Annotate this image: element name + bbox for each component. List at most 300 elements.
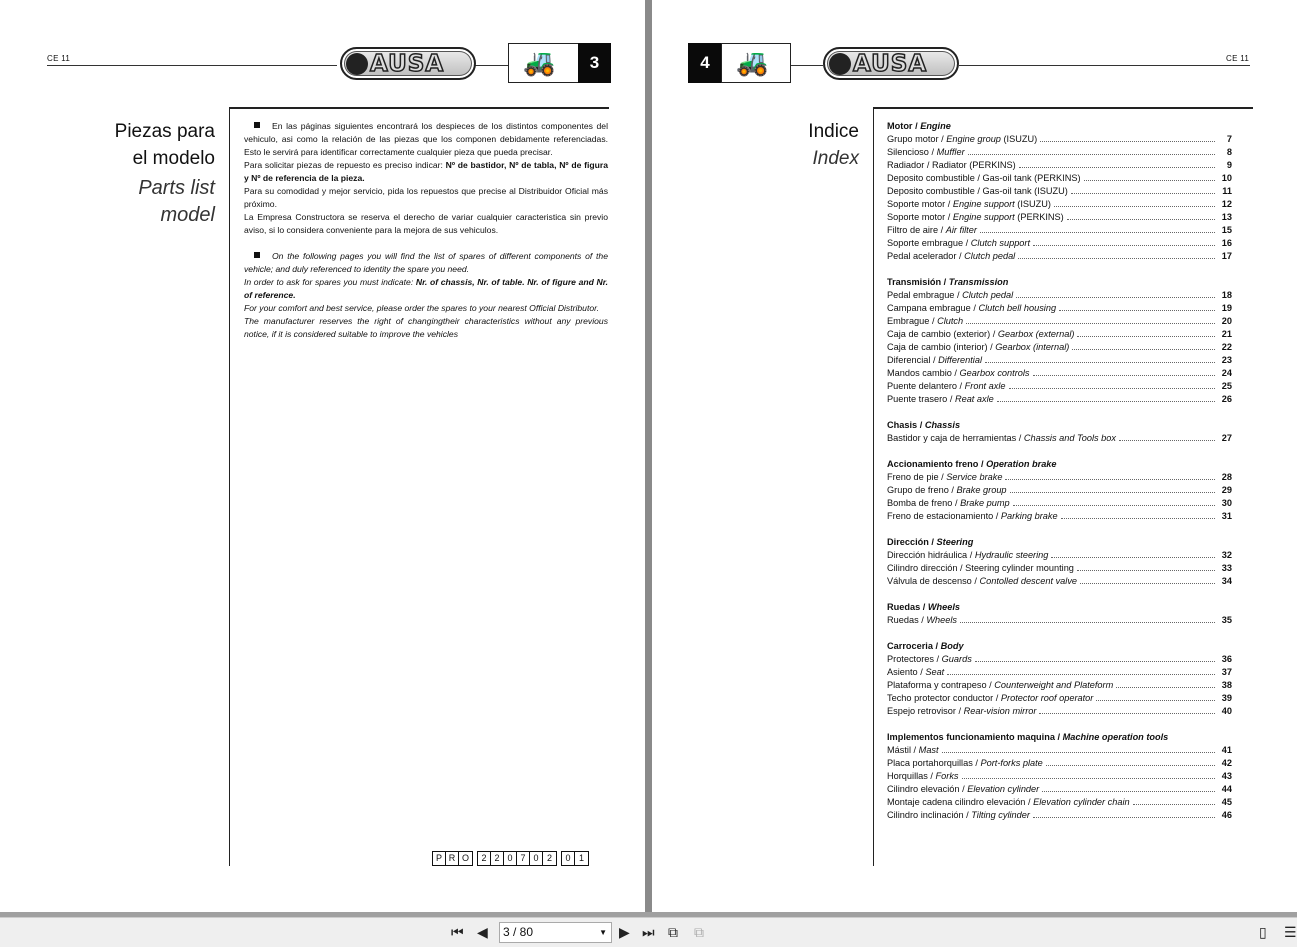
index-entry[interactable] [887,562,1232,575]
dot-leader [1071,186,1215,194]
header-rule [475,65,509,66]
entry-page: 16 [1221,238,1232,248]
entry-page: 10 [1221,173,1232,183]
entry-label: Campana embrague / Clutch bell housing [887,303,1057,313]
entry-es: Cilindro elevación [887,784,960,794]
title-en: Index [812,148,859,169]
section-title-es: Carroceria [887,641,933,651]
entry-en: Radiator (PERKINS) [931,160,1016,170]
entry-page: 19 [1221,303,1232,313]
entry-en: Counterweight and Plateform [994,680,1114,690]
code-char: 0 [562,852,575,865]
ausa-logo: AUSA [823,47,959,80]
section-title-es: Chasis [887,420,918,430]
entry-page: 18 [1221,290,1232,300]
index-entry[interactable] [887,289,1232,302]
entry-page: 17 [1221,251,1232,261]
title-en-line2: model [160,204,215,226]
header-rule [959,65,1250,66]
entry-en: Chassis and Tools box [1023,433,1116,443]
page-selector[interactable] [499,922,612,943]
index-entry[interactable] [887,744,1232,757]
page-number: 4 [688,43,722,83]
index-entry[interactable] [887,497,1232,510]
dot-leader [1051,550,1215,558]
entry-es: Techo protector conductor [887,693,994,703]
next-page-icon[interactable]: ▶ [619,924,630,940]
entry-en: Reat axle [954,394,994,404]
index-entry[interactable] [887,705,1232,718]
entry-es: Puente delantero [887,381,957,391]
chevron-down-icon: ▼ [599,928,607,937]
entry-es: Caja de cambio (exterior) [887,329,991,339]
entry-es: Bastidor y caja de herramientas [887,433,1017,443]
entry-label: Freno de estacionamiento / Parking brake [887,511,1058,521]
entry-en: Mast [918,745,939,755]
dot-leader [1077,563,1215,571]
index-entry[interactable] [887,653,1232,666]
entry-es: Deposito combustible [887,173,975,183]
index-entry[interactable] [887,484,1232,497]
entry-en: Clutch support [970,238,1031,248]
code-char: R [446,852,459,865]
entry-page: 21 [1221,329,1232,339]
first-page-icon[interactable]: ⏮ [451,924,464,940]
entry-es: Filtro de aire [887,225,939,235]
page-number: 3 [578,43,611,83]
en-paragraph: On the following pages you will find the list of spares of different components of the vehicle; and duly referenced to identity the spare you need. [244,251,608,274]
entry-page: 23 [1221,355,1232,365]
dot-leader [1067,212,1215,220]
entry-page: 7 [1226,134,1232,144]
dot-leader [947,667,1215,675]
index-entry[interactable] [887,315,1232,328]
es-paragraph-bold: Nº de bastidor, Nº de tabla, Nº de figura y Nº de referencia de la pieza. [244,160,608,183]
doc-code: CE 11 [47,54,71,63]
entry-es: Pedal embrague [887,290,955,300]
index-section-heading: Dirección / Steering [887,537,974,547]
section-title-es: Motor [887,121,913,131]
code-char: P [433,852,446,865]
dot-leader [1019,160,1215,168]
entry-label: Mástil / Mast [887,745,939,755]
dot-leader [1033,238,1215,246]
entry-label: Soporte embrague / Clutch support [887,238,1031,248]
title-es-line1: Piezas para [114,121,215,142]
es-paragraph: La Empresa Constructora se reserva el derecho de variar cualquier caracteristica sin previo aviso, si lo considera conveniente para la mejora de sus vehiculos. [244,212,608,235]
entry-es: Grupo motor [887,134,939,144]
entry-page: 36 [1221,654,1232,664]
back-view-icon[interactable]: ⧉ [668,924,678,940]
entry-es: Pedal acelerador [887,251,957,261]
entry-page: 30 [1221,498,1232,508]
entry-page: 35 [1221,615,1232,625]
entry-en: Wheels [926,615,957,625]
code-char: 0 [530,852,543,865]
entry-label: Cilindro inclinación / Tilting cylinder [887,810,1030,820]
code-group [432,851,473,866]
entry-es: Deposito combustible [887,186,975,196]
entry-en: Steering cylinder mounting [965,563,1074,573]
entry-es: Embrague [887,316,930,326]
index-entry[interactable] [887,250,1232,263]
index-entry[interactable] [887,159,1232,172]
page-title [115,118,215,229]
entry-es: Freno de pie [887,472,939,482]
entry-label: Espejo retrovisor / Rear-vision mirror [887,706,1037,716]
entry-en: Brake group [956,485,1007,495]
column-rule [229,108,230,866]
dot-leader [1033,368,1216,376]
entry-en: Contolled descent valve [979,576,1078,586]
entry-es: Montaje cadena cilindro elevación [887,797,1026,807]
entry-page: 37 [1221,667,1232,677]
entry-en: Engine support [952,199,1015,209]
page-title [808,118,859,172]
entry-label: Deposito combustible / Gas-oil tank (PERKINS) [887,173,1081,183]
index-section-heading: Transmisión / Transmission [887,277,1009,287]
index-entry[interactable] [887,224,1232,237]
entry-page: 25 [1221,381,1232,391]
index-entry[interactable] [887,211,1232,224]
index-entry[interactable] [887,328,1232,341]
index-entry[interactable] [887,367,1232,380]
index-entry[interactable] [887,198,1232,211]
entry-en: Port-forks plate [980,758,1043,768]
ausa-logo: AUSA [340,47,476,80]
code-char: 7 [517,852,530,865]
dot-leader [985,355,1215,363]
intro-text [244,120,608,341]
dot-leader [1009,381,1215,389]
entry-en: Gas-oil tank (ISUZU) [982,186,1068,196]
viewer-toolbar [0,917,1297,947]
entry-label: Dirección hidráulica / Hydraulic steering [887,550,1049,560]
entry-page: 40 [1221,706,1232,716]
single-page-view-icon[interactable]: ▯ [1259,924,1267,940]
entry-extra: (ISUZU) [1014,199,1051,209]
entry-en: Forks [935,771,959,781]
index-entry[interactable] [887,185,1232,198]
section-title-en: Body [940,641,964,651]
entry-label: Embrague / Clutch [887,316,964,326]
top-rule [229,107,609,109]
entry-page: 28 [1221,472,1232,482]
entry-en: Clutch pedal [962,290,1014,300]
top-rule [873,107,1253,109]
code-char: O [461,853,469,863]
entry-en: Clutch [937,316,964,326]
dot-leader [980,225,1215,233]
dot-leader [942,745,1215,753]
dot-leader [1016,290,1215,298]
entry-es: Asiento [887,667,918,677]
header-rule [791,65,823,66]
code-char: 2 [491,852,504,865]
index-list [887,120,1232,822]
index-section-heading: Motor / Engine [887,121,951,131]
entry-label: Soporte motor / Engine support (PERKINS) [887,212,1064,222]
entry-en: Gas-oil tank (PERKINS) [982,173,1081,183]
entry-page: 38 [1221,680,1232,690]
entry-label: Placa portahorquillas / Port-forks plate [887,758,1043,768]
entry-label: Filtro de aire / Air filter [887,225,977,235]
entry-page: 29 [1221,485,1232,495]
entry-label: Bomba de freno / Brake pump [887,498,1010,508]
entry-es: Válvula de descenso [887,576,972,586]
index-entry[interactable] [887,146,1232,159]
entry-en: Elevation cylinder [967,784,1040,794]
dot-leader [1042,784,1215,792]
entry-label: Protectores / Guards [887,654,972,664]
dot-leader [960,615,1215,623]
code-char: 2 [546,853,552,863]
entry-page: 9 [1226,160,1232,170]
entry-label: Silencioso / Muffler [887,147,965,157]
es-paragraph: En las páginas siguientes encontrará los despieces de los distintos componentes del vehiculo, asi como la relación de las piezas que los componen debidamente referenciadas. Esto le servirá para identificar correctamente cualquier pieza que pueda precisar. [244,121,608,157]
entry-en: Gearbox (external) [997,329,1075,339]
dot-leader [1072,342,1215,350]
entry-es: Grupo de freno [887,485,949,495]
entry-page: 31 [1221,511,1232,521]
entry-page: 41 [1221,745,1232,755]
entry-label: Radiador / Radiator (PERKINS) [887,160,1016,170]
entry-page: 32 [1221,550,1232,560]
index-entry[interactable] [887,432,1232,445]
section-title-en: Chassis [924,420,961,430]
bullet-square-icon [254,122,260,128]
code-group [561,851,589,866]
entry-label: Techo protector conductor / Protector roof operator [887,693,1094,703]
index-entry[interactable] [887,770,1232,783]
code-char: 0 [504,852,517,865]
index-entry[interactable] [887,237,1232,250]
entry-en: Service brake [946,472,1003,482]
entry-page: 44 [1221,784,1232,794]
page-divider [645,0,652,912]
entry-page: 8 [1226,147,1232,157]
header-rule [47,65,337,66]
dot-leader [962,771,1216,779]
index-entry[interactable] [887,380,1232,393]
entry-es: Mástil [887,745,911,755]
index-entry[interactable] [887,393,1232,406]
entry-label: Montaje cadena cilindro elevación / Elevation cylinder chain [887,797,1130,807]
index-entry[interactable] [887,172,1232,185]
index-section-heading: Carroceria / Body [887,641,964,651]
entry-label: Caja de cambio (interior) / Gearbox (internal) [887,342,1070,352]
dot-leader [1046,758,1215,766]
entry-en: Front axle [964,381,1006,391]
entry-label: Deposito combustible / Gas-oil tank (ISUZU) [887,186,1068,196]
index-entry[interactable] [887,666,1232,679]
entry-label: Plataforma y contrapeso / Counterweight and Plateform [887,680,1114,690]
entry-label: Grupo de freno / Brake group [887,485,1007,495]
entry-label: Puente delantero / Front axle [887,381,1006,391]
es-paragraph: Para solicitar piezas de repuesto es preciso indicar: [244,160,446,170]
en-paragraph: For your comfort and best service, please order the spares to your nearest Official Distributor. [244,303,600,313]
index-entry[interactable] [887,692,1232,705]
entry-es: Soporte embrague [887,238,964,248]
index-section-heading: Implementos funcionamiento maquina / Machine operation tools [887,732,1169,742]
dot-leader [975,654,1215,662]
dot-leader [1119,433,1215,441]
column-rule [873,108,874,866]
entry-page: 24 [1221,368,1232,378]
forklift-icon: 🚜 [508,43,580,83]
entry-page: 46 [1221,810,1232,820]
entry-es: Dirección hidráulica [887,550,968,560]
entry-es: Diferencial [887,355,931,365]
forklift-icon: 🚜 [721,43,791,83]
entry-label: Mandos cambio / Gearbox controls [887,368,1030,378]
index-entry[interactable] [887,510,1232,523]
index-entry[interactable] [887,302,1232,315]
dot-leader [968,147,1215,155]
entry-label: Horquillas / Forks [887,771,959,781]
entry-es: Espejo retrovisor [887,706,956,716]
entry-es: Plataforma y contrapeso [887,680,987,690]
entry-page: 22 [1221,342,1232,352]
entry-label: Pedal acelerador / Clutch pedal [887,251,1016,261]
title-es-line2: el modelo [132,148,215,169]
entry-es: Horquillas [887,771,928,781]
forward-view-icon[interactable]: ⧉ [694,924,704,940]
entry-en: Air filter [945,225,977,235]
entry-es: Bomba de freno [887,498,953,508]
entry-es: Silencioso [887,147,929,157]
entry-page: 13 [1221,212,1232,222]
entry-label: Bastidor y caja de herramientas / Chassis and Tools box [887,433,1116,443]
entry-label: Soporte motor / Engine support (ISUZU) [887,199,1051,209]
entry-page: 27 [1221,433,1232,443]
entry-en: Muffler [936,147,965,157]
en-paragraph: The manufacturer reserves the right of changingtheir characteristics without any previous notice, if it is considered suitable to improve the vehicles [244,316,608,339]
en-paragraph: In order to ask for spares you must indicate: [244,277,416,287]
index-entry[interactable] [887,796,1232,809]
section-title-en: Steering [936,537,974,547]
entry-page: 12 [1221,199,1232,209]
entry-en: Elevation cylinder chain [1033,797,1130,807]
index-section-heading: Chasis / Chassis [887,420,961,430]
entry-es: Soporte motor [887,212,946,222]
entry-label: Ruedas / Wheels [887,615,957,625]
index-entry[interactable] [887,614,1232,627]
entry-extra: (PERKINS) [1014,212,1064,222]
section-title-en: Machine operation tools [1062,732,1169,742]
entry-label: Freno de pie / Service brake [887,472,1003,482]
entry-es: Caja de cambio (interior) [887,342,988,352]
title-en-line1: Parts list [138,177,215,199]
previous-page-icon[interactable]: ◀ [477,924,488,940]
dot-leader [997,394,1215,402]
entry-page: 15 [1221,225,1232,235]
entry-en: Differential [938,355,982,365]
entry-es: Mandos cambio [887,368,952,378]
entry-page: 39 [1221,693,1232,703]
code-char: 1 [578,853,584,863]
dot-leader [1005,472,1215,480]
es-paragraph: Para su comodidad y mejor servicio, pida los repuestos que precise al Distribuidor Oficial más próximo. [244,186,608,209]
index-entry[interactable] [887,471,1232,484]
dot-leader [1084,173,1215,181]
dot-leader [1040,134,1215,142]
entry-es: Protectores [887,654,934,664]
dot-leader [1018,251,1215,259]
entry-es: Placa portahorquillas [887,758,973,768]
section-title-es: Ruedas [887,602,921,612]
index-entry[interactable] [887,549,1232,562]
dot-leader [1013,498,1215,506]
entry-page: 43 [1221,771,1232,781]
entry-label: Caja de cambio (exterior) / Gearbox (external) [887,329,1075,339]
page-indicator: 3 / 80 [503,925,534,939]
entry-label: Diferencial / Differential [887,355,982,365]
dot-leader [1133,797,1215,805]
index-entry[interactable] [887,133,1232,146]
section-title-es: Transmisión [887,277,942,287]
index-entry[interactable] [887,809,1232,822]
dot-leader [1116,680,1215,688]
code-group [477,851,557,866]
entry-page: 33 [1221,563,1232,573]
en-paragraph-bold: Nr. of chassis, Nr. of table. Nr. of figure and Nr. of reference. [244,277,608,300]
entry-en: Clutch bell housing [978,303,1057,313]
dot-leader [1096,693,1215,701]
index-entry[interactable] [887,757,1232,770]
entry-label: Pedal embrague / Clutch pedal [887,290,1014,300]
dot-leader [1077,329,1215,337]
dot-leader [966,316,1215,324]
entry-label: Grupo motor / Engine group (ISUZU) [887,134,1038,144]
entry-en: Hydraulic steering [974,550,1049,560]
bullet-square-icon [254,252,260,258]
index-entry[interactable] [887,679,1232,692]
entry-es: Soporte motor [887,199,946,209]
entry-es: Cilindro dirección [887,563,958,573]
index-section-heading: Ruedas / Wheels [887,602,961,612]
dot-leader [1059,303,1215,311]
entry-page: 11 [1222,186,1232,196]
index-entry[interactable] [887,575,1232,588]
entry-es: Radiador [887,160,925,170]
entry-page: 45 [1221,797,1232,807]
entry-en: Gearbox (internal) [995,342,1070,352]
entry-label: Asiento / Seat [887,667,945,677]
entry-label: Válvula de descenso / Contolled descent valve [887,576,1078,586]
index-entry[interactable] [887,341,1232,354]
last-page-icon[interactable]: ⏭ [642,924,655,940]
section-title-en: Wheels [927,602,961,612]
entry-en: Engine support [952,212,1015,222]
dot-leader [1033,810,1215,818]
entry-en: Engine group [946,134,1001,144]
entry-es: Freno de estacionamiento [887,511,994,521]
entry-page: 34 [1221,576,1232,586]
dot-leader [1010,485,1215,493]
section-title-en: Engine [920,121,951,131]
doc-code: CE 11 [1226,54,1250,63]
entry-label: Puente trasero / Reat axle [887,394,994,404]
index-entry[interactable] [887,783,1232,796]
index-entry[interactable] [887,354,1232,367]
dot-leader [1039,706,1215,714]
entry-page: 20 [1221,316,1232,326]
entry-en: Protector roof operator [1000,693,1094,703]
continuous-view-icon[interactable]: ☰ [1284,924,1297,940]
entry-en: Tilting cylinder [971,810,1030,820]
entry-page: 42 [1221,758,1232,768]
